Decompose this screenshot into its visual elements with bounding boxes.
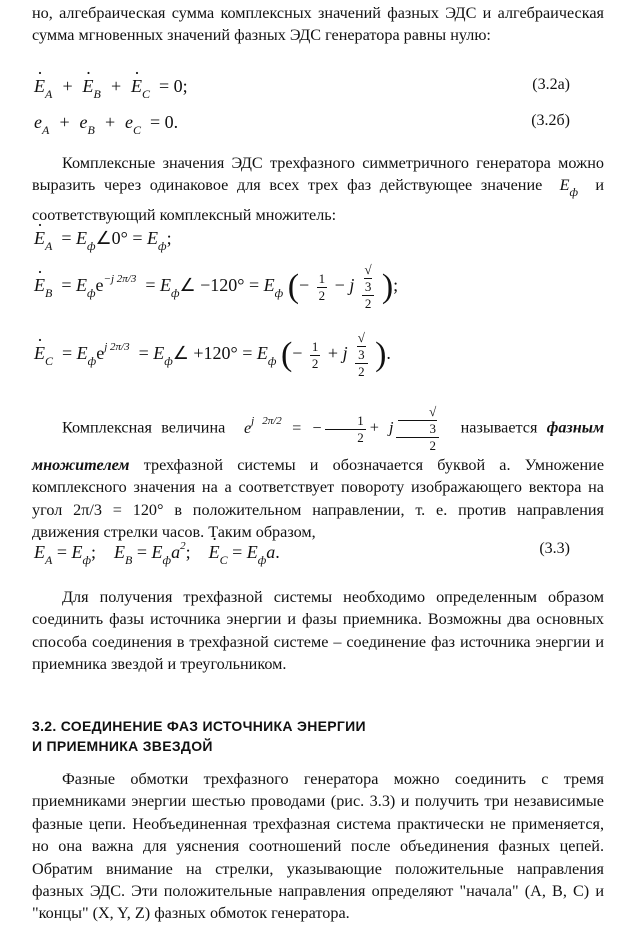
paragraph-star-connection: Фазные обмотки трехфазного генератора можно соединить с тремя приемниками энергии шестью проводами (рис. 3.3) и получить три независимые фазные цепи. Необъединенная трехфазная система практически не применяется, но она важна для уяснения соотношений после объединения фазных цепей. Обратим внимание на стрелки, указывающие положительные направления фазных ЭДС. Эти положительные направления определяют "начала" (A, B, C) и "концы" (X, Y, Z) фазных обмоток генератора.: [32, 770, 604, 923]
paragraph-phase-multiplier: Комплексная величина $e^{j 2\pi/2}$ = − $\frac{1}{2}$ + j √ 3 2 называется фазным множителем трехфазной системы и обозначается буквой a. Умножение комплексного значения на a соответствует повороту изображающего вектора на угол 2π/3 = 120° в положительном направлении, т. е. против направления движения стрелки часов. Таким образом,: [32, 404, 605, 542]
paragraph-text: трехфазной системы и обозначается буквой a. Умножение комплексного значения на a соответствует повороту изображающего вектора на угол 2π/3 = 120° в положительном направлении, т. е. против направления движения стрелки часов. Таким образом,: [32, 456, 605, 542]
paragraph-text: и соответствующий комплексный множитель:: [32, 176, 605, 224]
paragraph-complex-values: Комплексные значения ЭДС трехфазного симметричного генератора можно выразить через одинаковое для всех трех фаз действующее значение $E_ф$ и соответствующий комплексный множитель:: [32, 154, 605, 224]
section-heading-line: И ПРИЕМНИКА ЗВЕЗДОЙ: [32, 738, 213, 754]
paragraph-text: Комплексные значения ЭДС трехфазного симметричного генератора можно выразить через одинаковое для всех трех фаз действующее значение: [32, 154, 604, 195]
paragraph-text: Комплексная величина: [62, 418, 226, 437]
equation-3-2a: · $E_A$ + · $E_B$ + · $E_C = 0$; (3.2а): [34, 76, 594, 102]
paragraph-connection-methods: Для получения трехфазной системы необходимо определенным образом соединить фазы источника энергии и фазы приемника. Возможны два основных способа соединения в трехфазной системе – соединение фаз источника энергии и приемника звездой и треугольником.: [32, 588, 604, 674]
equation-number: (3.2б): [531, 112, 570, 129]
equation-ec-polar: · $E_C = E_фe^{j 2\pi/3}$ = $E_ф\angle +120^\circ = E_ф$ (− $\frac{1}{2}$ + j √ 3 2 ).: [34, 330, 391, 380]
section-heading: [32, 716, 592, 756]
equation-3-2b: $e_A + e_B + e_C = 0$. (3.2б): [34, 112, 570, 137]
section-heading-line: 3.2. СОЕДИНЕНИЕ ФАЗ ИСТОЧНИКА ЭНЕРГИИ: [32, 718, 366, 734]
equation-number: (3.3): [539, 540, 570, 557]
equation-eb-polar: · $E_B = E_фe^{-j 2\pi/3}$ = $E_ф\angle -120^\circ = E_ф$ (− $\frac{1}{2}$ − j √ 3 2 );: [34, 262, 398, 312]
equation-3-3: · $E_A = E_ф$; · $E_B = E_фa^2$; · $E_C = E_фa$. (3.3): [34, 540, 594, 568]
paragraph-text: называется: [460, 418, 538, 437]
phase-multiplier-term: фазным множителем: [32, 418, 605, 474]
paragraph-intro: но, алгебраическая сумма комплексных значений фазных ЭДС и алгебраическая сумма мгновенных значений фазных ЭДС генератора равны нулю:: [32, 4, 604, 45]
equation-ea-polar: · $E_A$ = $E_ф\angle 0^\circ = E_ф$;: [34, 228, 172, 254]
equation-number: (3.2а): [532, 76, 570, 93]
